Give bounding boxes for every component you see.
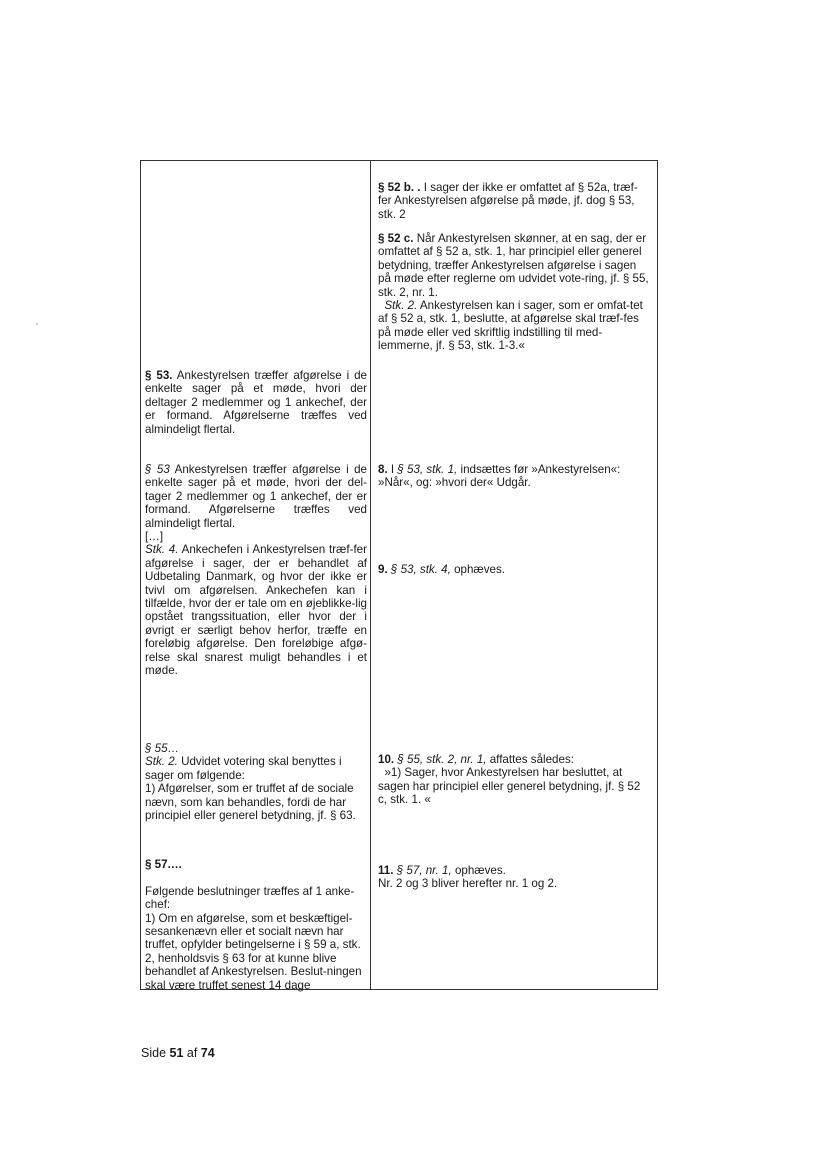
amendment-8: 8. I § 53, stk. 1, indsættes før »Ankestyrelsen«: »Når«, og: »hvori der« Udgår. xyxy=(378,463,621,490)
page-footer: Side 51 af 74 xyxy=(141,1046,215,1060)
section-52b: § 52 b. . I sager der ikke er omfattet af § 52a, træf-fer Ankestyrelsen afgørelse på møde, jf. dog § 53, stk. 2 xyxy=(378,181,638,221)
scan-speck xyxy=(36,323,38,325)
amendment-9: 9. § 53, stk. 4, ophæves. xyxy=(378,563,505,576)
page-number: 51 xyxy=(169,1046,184,1060)
amendment-10: 10. § 55, stk. 2, nr. 1, affattes således: »1) Sager, hvor Ankestyrelsen har besluttet, at sagen har principiel eller generel betydning, jf. § 52 c, stk. 1. « xyxy=(378,753,641,807)
section-52c: § 52 c. Når Ankestyrelsen skønner, at en sag, der er omfattet af § 52 a, stk. 1, har principiel eller generel betydning, træffer Ankestyrelsen afgørelse i sagen på møde efter reglerne om udvidet vote-ring, jf. § 55, stk. 2, nr. 1. Stk. 2. Ankestyrelsen kan i sager, som er omfat-tet af § 52 a, stk. 1, beslutte, at afgørelse skal træf-fes på møde eller ved skriftlig indstilling til med-lemmerne, jf. § 53, stk. 1-3.« xyxy=(378,232,649,353)
section-53: § 53. Ankestyrelsen træffer afgørelse i de enkelte sager på et møde, hvori der deltager 2 medlemmer og 1 ankechef, der er formand. Afgørelserne træffes ved almindeligt flertal. xyxy=(145,369,367,436)
column-divider xyxy=(370,160,371,990)
section-57: § 57.… Følgende beslutninger træffes af 1 anke-chef: 1) Om en afgørelse, som et beskæftigel-sesankenævn eller et socialt nævn har truffet, opfylder betingelserne i § 59 a, stk. 2, henholdsvis § 63 for at kunne blive behandlet af Ankestyrelsen. Beslut-ningen skal være truffet senest 14 dage xyxy=(145,858,362,992)
section-55: § 55… Stk. 2. Udvidet votering skal benyttes i sager om følgende: 1) Afgørelser, som er truffet af de sociale nævn, som kan behandles, fordi de har principiel eller generel betydning, jf. § 63. xyxy=(145,742,356,823)
amendment-11: 11. § 57, nr. 1, ophæves. Nr. 2 og 3 bliver herefter nr. 1 og 2. xyxy=(378,864,558,891)
section-53-current: § 53 Ankestyrelsen træffer afgørelse i de enkelte sager på et møde, hvori der del-tager 2 medlemmer og 1 ankechef, der er formand. Afgørelserne træffes ved almindeligt flertal. […] Stk. 4. Ankechefen i Ankestyrelsen træf-fer afgørelse i sager, der er behandlet af Udbetaling Danmark, og hvor der ikke er tvivl om afgørelsen. Ankechefen kan i tilfælde, hvor der er tale om en øjeblikke-lig opstået trangssituation, eller hvor der i øvrigt er særligt behov herfor, træffe en foreløbig afgørelse. Den foreløbige afgø-relse skal snarest muligt behandles i et møde. xyxy=(145,463,367,678)
page-total: 74 xyxy=(200,1046,215,1060)
